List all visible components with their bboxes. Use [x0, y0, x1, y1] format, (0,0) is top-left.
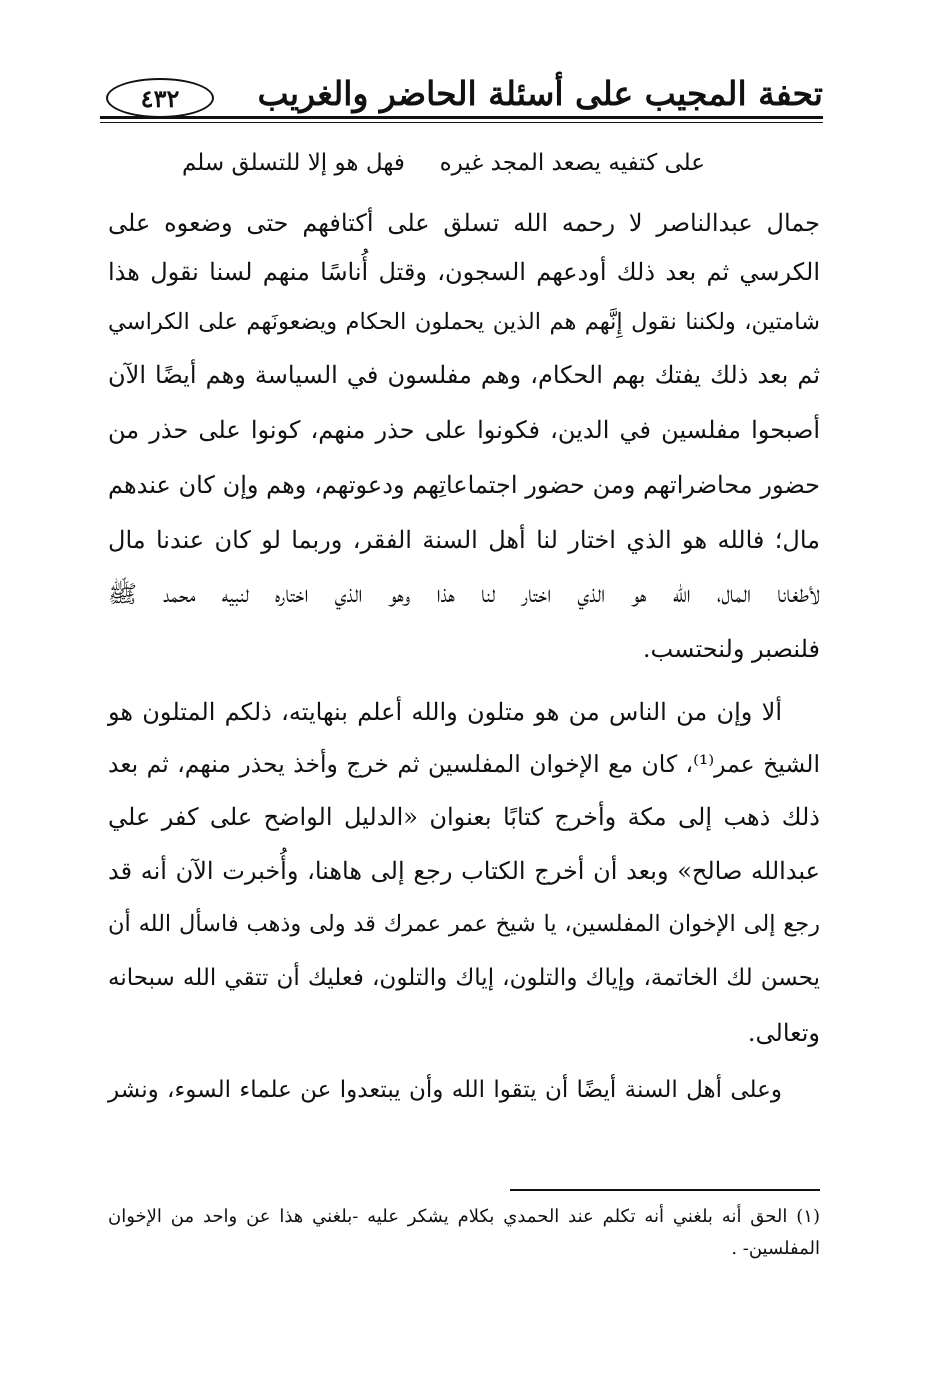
body-line: الكرسي ثم بعد ذلك أودعهم السجون، وقتل أُناسًا منهم لسنا نقول هذا — [108, 258, 820, 286]
body-line: الشيخ عمر⁽¹⁾، كان مع الإخوان المفلسين ثم خرج وأخذ يحذر منهم، ثم بعد — [108, 750, 820, 778]
book-title: تحفة المجيب على أسئلة الحاضر والغريب — [257, 74, 823, 113]
footnote-separator — [510, 1189, 820, 1191]
body-line: مال؛ فالله هو الذي اختار لنا أهل السنة الفقر، وربما لو كان عندنا مال — [108, 526, 820, 554]
body-line: أصبحوا مفلسين في الدين، فكونوا على حذر منهم، كونوا على حذر من — [108, 416, 820, 444]
footnote-line: المفلسين- . — [731, 1238, 820, 1259]
body-line: فلنصبر ولنحتسب. — [642, 635, 820, 663]
verse-second-hemistich: فهل هو إلا للتسلق سلم — [182, 150, 405, 176]
footnote-line: (١) الحق أنه بلغني أنه تكلم عند الحمدي بكلام يشكر عليه -بلغني هذا عن واحد من الإخوان — [108, 1206, 820, 1227]
body-line: شامتين، ولكننا نقول إِنَّهم هم الذين يحملون الحكام ويضعونَهم على الكراسي — [108, 309, 820, 335]
body-line: يحسن لك الخاتمة، وإياك والتلون، إياك والتلون، فعليك أن تتقي الله سبحانه — [108, 965, 820, 991]
body-line: وعلى أهل السنة أيضًا أن يتقوا الله وأن يبتعدوا عن علماء السوء، ونشر — [108, 1077, 782, 1103]
verse-first-hemistich: على كتفيه يصعد المجد غيره — [439, 150, 705, 176]
header-rule-thick — [100, 116, 823, 119]
running-header — [100, 68, 823, 120]
body-line: لأطغانا المال، الله هو الذي اختار لنا هذا وهو الذي اختاره لنبيه محمد ﷺ — [108, 580, 820, 608]
page-number-badge — [106, 78, 214, 118]
body-line: جمال عبدالناصر لا رحمه الله تسلق على أكتافهم حتى وضعوه على — [108, 209, 820, 237]
body-line: ذلك ذهب إلى مكة وأخرج كتابًا بعنوان «الدليل الواضح على كفر علي — [108, 803, 820, 831]
body-line: عبدالله صالح» وبعد أن أخرج الكتاب رجع إلى هاهنا، وأُخبرت الآن أنه قد — [108, 857, 820, 885]
body-line: ثم بعد ذلك يفتك بهم الحكام، وهم مفلسون في السياسة وهم أيضًا الآن — [108, 361, 820, 389]
body-line: ألا وإن من الناس من هو متلون والله أعلم بنهايته، ذلكم المتلون هو — [108, 698, 782, 726]
body-line: حضور محاضراتهم ومن حضور اجتماعاتِهم ودعوتهم، وهم وإن كان عندهم — [108, 471, 820, 499]
body-line: رجع إلى الإخوان المفلسين، يا شيخ عمر عمرك قد ولى وذهب فاسأل الله أن — [108, 911, 820, 937]
header-rule-thin — [100, 122, 823, 123]
body-line: وتعالى. — [747, 1019, 820, 1047]
page-number: ٤٣٢ — [140, 83, 180, 113]
